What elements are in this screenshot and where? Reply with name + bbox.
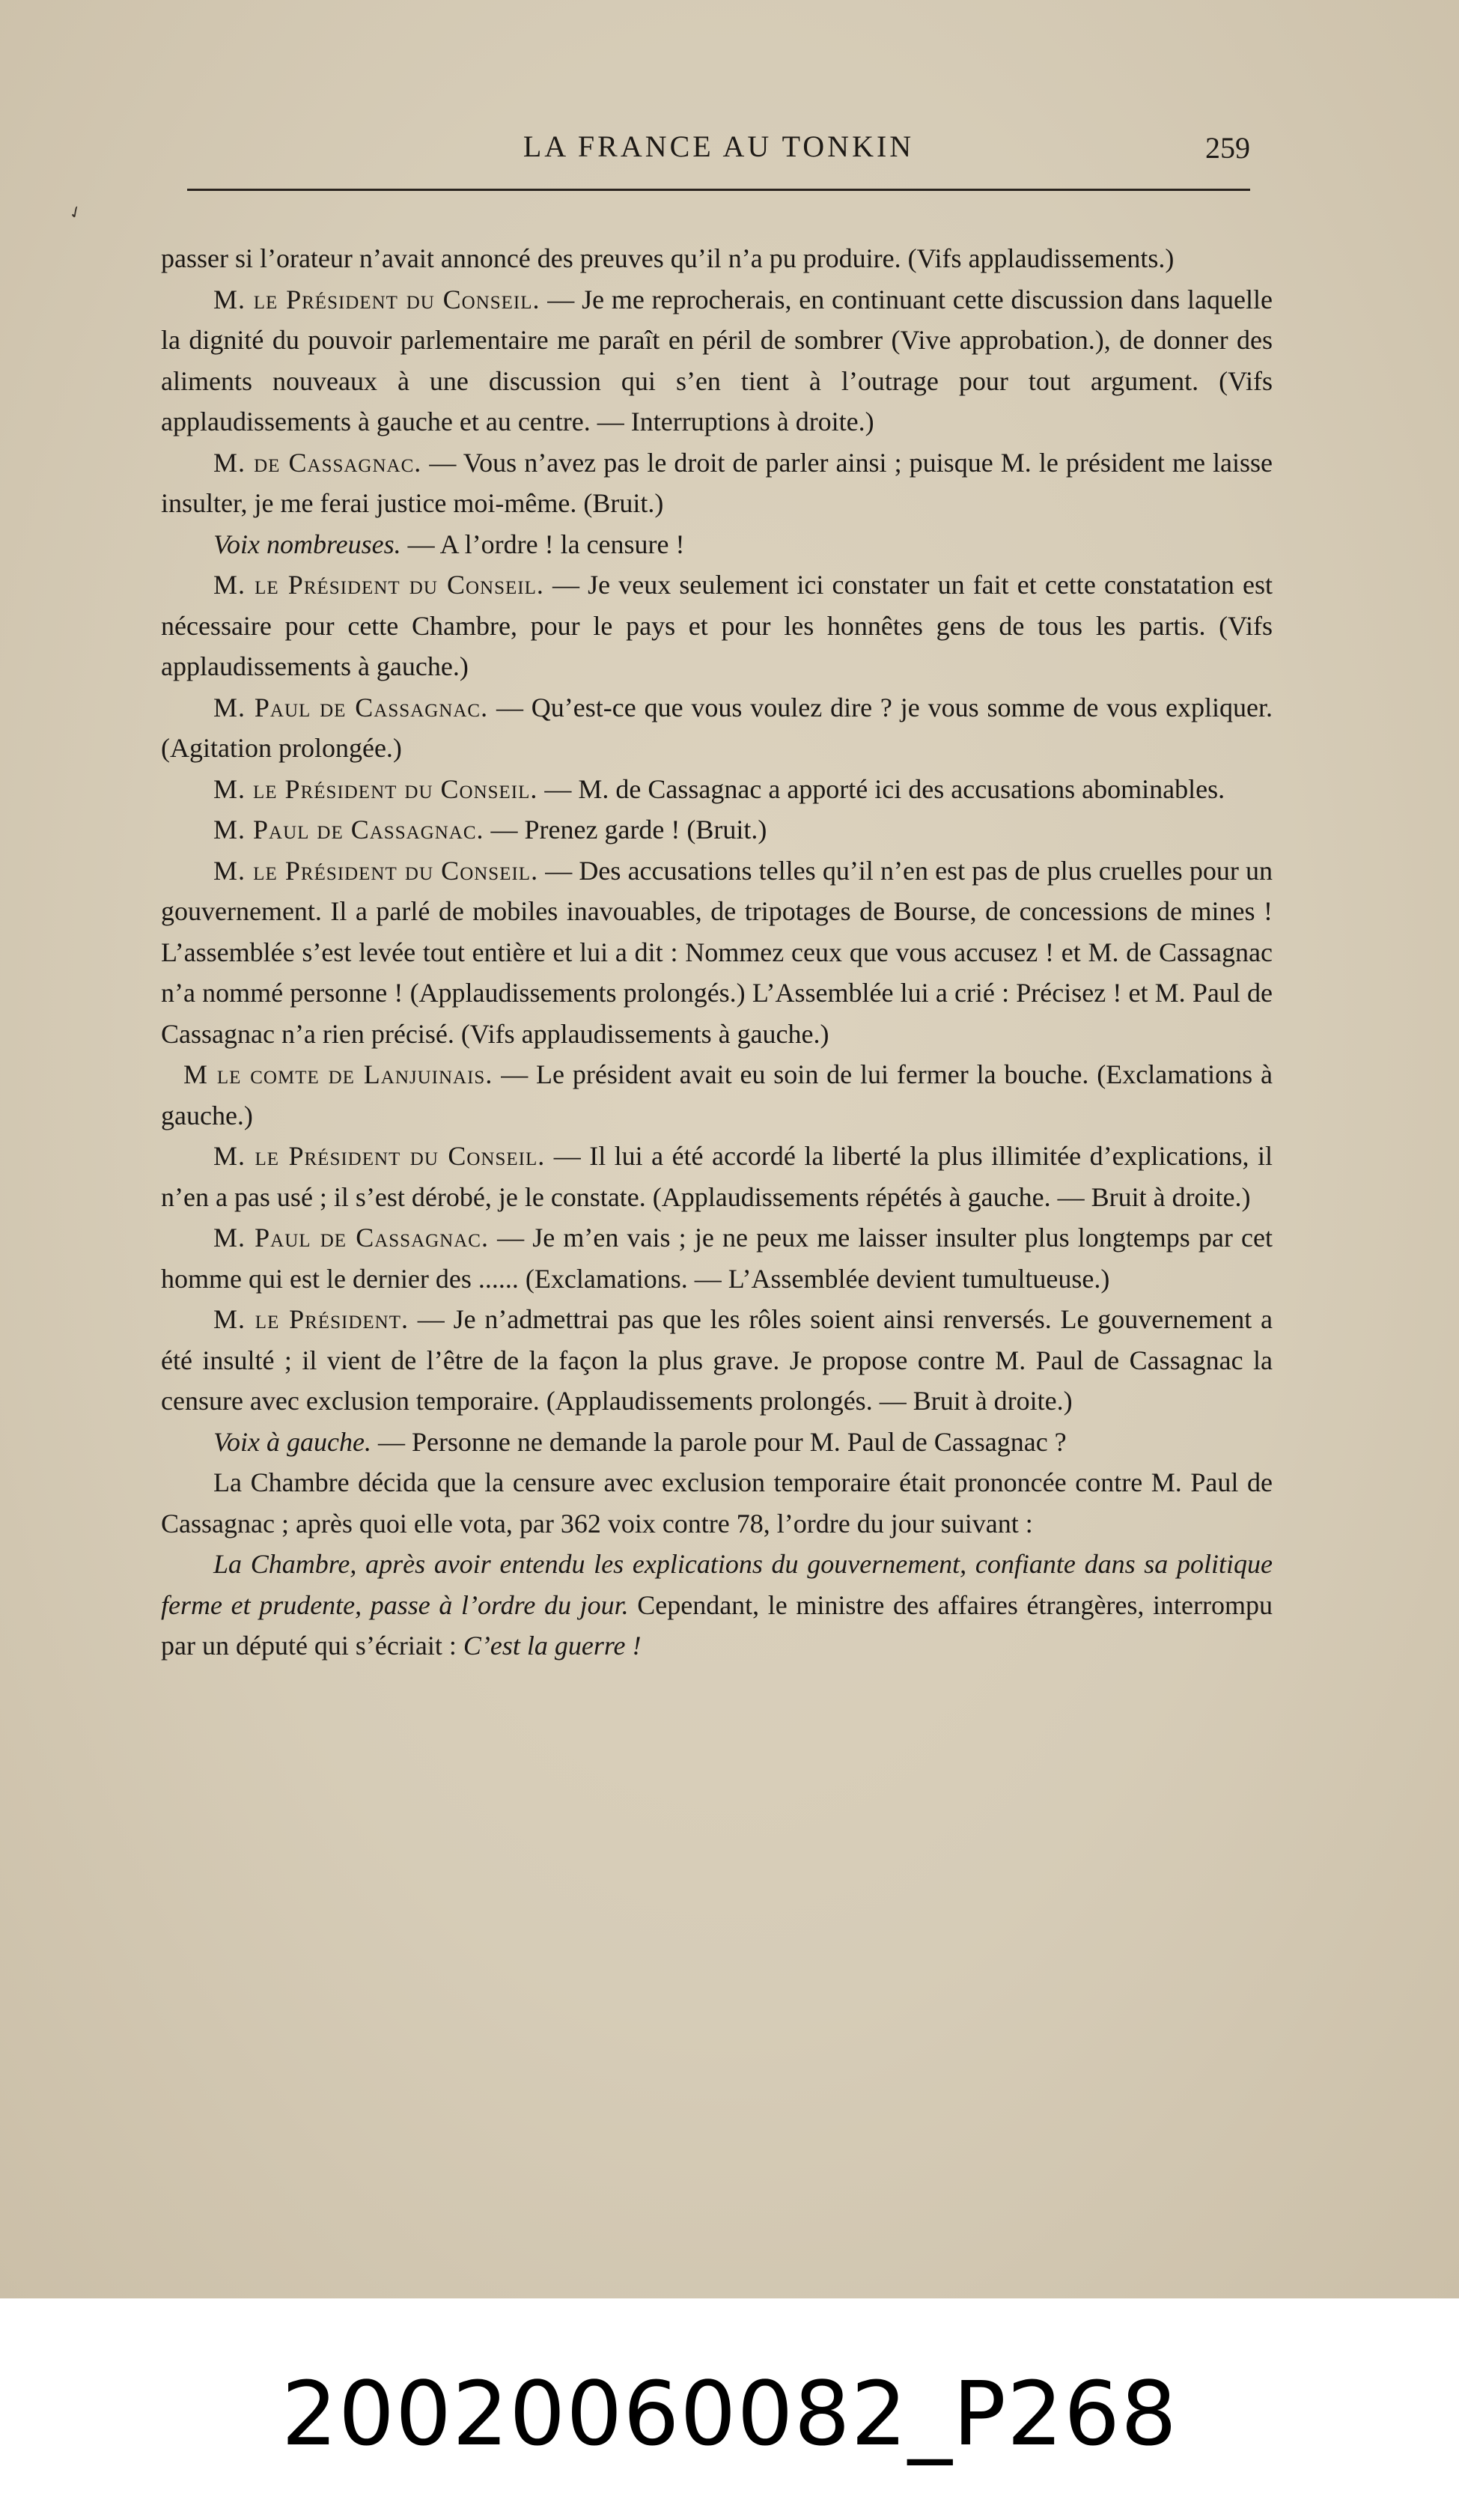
paragraph-list — [161, 238, 1273, 1544]
speaker-name: M. de Cassagnac. — [213, 447, 422, 478]
paragraph — [161, 524, 1273, 565]
paragraph-text: — M. de Cassagnac a apporté ici des accusations abominables. — [544, 773, 1225, 804]
speaker-name: M. le Président du Conseil. — [213, 284, 540, 314]
paragraph — [161, 564, 1273, 687]
paragraph — [161, 1422, 1273, 1463]
paragraph-text: — Des accusations telles qu’il n’en est pas de plus cruelles pour un gouvernement. Il a parlé de mobiles inavouables, de tripotages de Bourse, de concessions de mines ! L’assemblée s’est levée tout entière et lui a dit : Nommez ceux que vous accusez ! et M. de Cassagnac n’a nommé personne ! (Applaudissements prolongés.) L’Assemblée lui a crié : Précisez ! et M. Paul de Cassagnac n’a rien précisé. (Vifs applaudissements à gauche.) — [161, 855, 1273, 1049]
paragraph-text: Cependant, le ministre des affaires étrangères, interrompu par un député qui s’écriait : — [161, 1589, 1273, 1661]
caption-strip — [0, 2302, 1459, 2520]
paragraph — [161, 1054, 1273, 1136]
paragraph — [161, 769, 1273, 810]
agenda-text: La Chambre, après avoir entendu les explications du gouvernement, confiante dans sa politique ferme et prudente, passe à l’ordre du jour. — [161, 1549, 1273, 1620]
paragraph-text: — Je n’admettrai pas que les rôles soient ainsi renversés. Le gouvernement a été insulté ; il vient de l’être de la façon la plus grave. Je propose contre M. Paul de Cassagnac la censure avec exclusion temporaire. (Applaudissements prolongés. — Bruit à droite.) — [161, 1304, 1273, 1416]
paragraph — [161, 238, 1273, 279]
paragraph — [161, 1299, 1273, 1422]
running-header — [187, 129, 1250, 174]
speaker-name: M. le Président. — [213, 1304, 409, 1334]
paragraph-text: — A l’ordre ! la censure ! — [407, 529, 685, 559]
caption-id: 20020060082_P268 — [281, 2362, 1178, 2465]
speaker-name: Voix à gauche. — [213, 1426, 371, 1457]
speaker-name: M. Paul de Cassagnac. — [213, 815, 484, 844]
interjection-text: C’est la guerre ! — [463, 1631, 642, 1661]
paragraph — [161, 1217, 1273, 1299]
paragraph-text: — Qu’est-ce que vous voulez dire ? je vous somme de vous expliquer. (Agitation prolongée.) — [161, 692, 1273, 763]
paragraph — [161, 850, 1273, 1055]
speaker-name: M. Paul de Cassagnac. — [213, 1223, 489, 1253]
speaker-name: M. le Président du Conseil. — [213, 773, 538, 804]
running-title: LA FRANCE AU TONKIN — [523, 130, 915, 163]
paragraph-text: — Personne ne demande la parole pour M. Paul de Cassagnac ? — [377, 1426, 1067, 1457]
paragraph — [161, 1136, 1273, 1217]
paragraph-text: — Vous n’avez pas le droit de parler ainsi ; puisque M. le président me laisse insulter, je me ferai justice moi-même. (Bruit.) — [161, 447, 1273, 518]
paragraph-text: — Je me reprocherais, en continuant cette discussion dans laquelle la dignité du pouvoir parlementaire me paraît en péril de sombrer (Vive approbation.), de donner des aliments nouveaux à une discussion qui s’en tient à l’outrage pour tout argument. (Vifs applaudissements à gauche et au centre. — Interruptions à droite.) — [161, 284, 1273, 436]
paragraph — [161, 442, 1273, 524]
paragraph-text: La Chambre décida que la censure avec exclusion temporaire était prononcée contre M. Paul de Cassagnac ; après quoi elle vota, par 362 voix contre 78, l’ordre du jour suivant : — [161, 1467, 1273, 1539]
paragraph — [161, 1462, 1273, 1544]
paragraph-text: passer si l’orateur n’avait annoncé des preuves qu’il n’a pu produire. (Vifs applaudissements.) — [161, 243, 1175, 273]
speaker-name: M. le Président du Conseil. — [213, 1141, 546, 1171]
paragraph-text: — Prenez garde ! (Bruit.) — [490, 815, 767, 844]
paragraph-text: — Il lui a été accordé la liberté la plus illimitée d’explications, il n’en a pas usé ; il s’est dérobé, je le constate. (Applaudissements répétés à gauche. — Bruit à droite.) — [161, 1141, 1273, 1212]
paragraph-text: — Je m’en vais ; je ne peux me laisser insulter plus longtemps par cet homme qui est le dernier des ...... (Exclamations. — L’Assemblée devient tumultueuse.) — [161, 1223, 1273, 1294]
speaker-name: M le comte de Lanjuinais. — [183, 1059, 493, 1089]
paragraph-text: — Le président avait eu soin de lui fermer la bouche. (Exclamations à gauche.) — [161, 1059, 1273, 1130]
page-number: 259 — [1205, 131, 1250, 165]
speaker-name: M. Paul de Cassagnac. — [213, 692, 489, 722]
paragraph-text: — Je veux seulement ici constater un fait et cette constatation est nécessaire pour cette Chambre, pour le pays et pour les honnêtes gens de tous les partis. (Vifs applaudissements à gauche.) — [161, 570, 1273, 681]
paragraph — [161, 687, 1273, 769]
speaker-name: M. le Président du Conseil. — [213, 570, 544, 600]
paragraph-final — [161, 1544, 1273, 1667]
speaker-name: M. le Président du Conseil. — [213, 855, 539, 886]
body-text — [161, 238, 1273, 1667]
header-rule — [187, 189, 1250, 191]
paragraph — [161, 809, 1273, 850]
speaker-name: Voix nombreuses. — [213, 529, 401, 559]
paragraph — [161, 279, 1273, 442]
margin-mark: ✓ — [65, 201, 86, 225]
